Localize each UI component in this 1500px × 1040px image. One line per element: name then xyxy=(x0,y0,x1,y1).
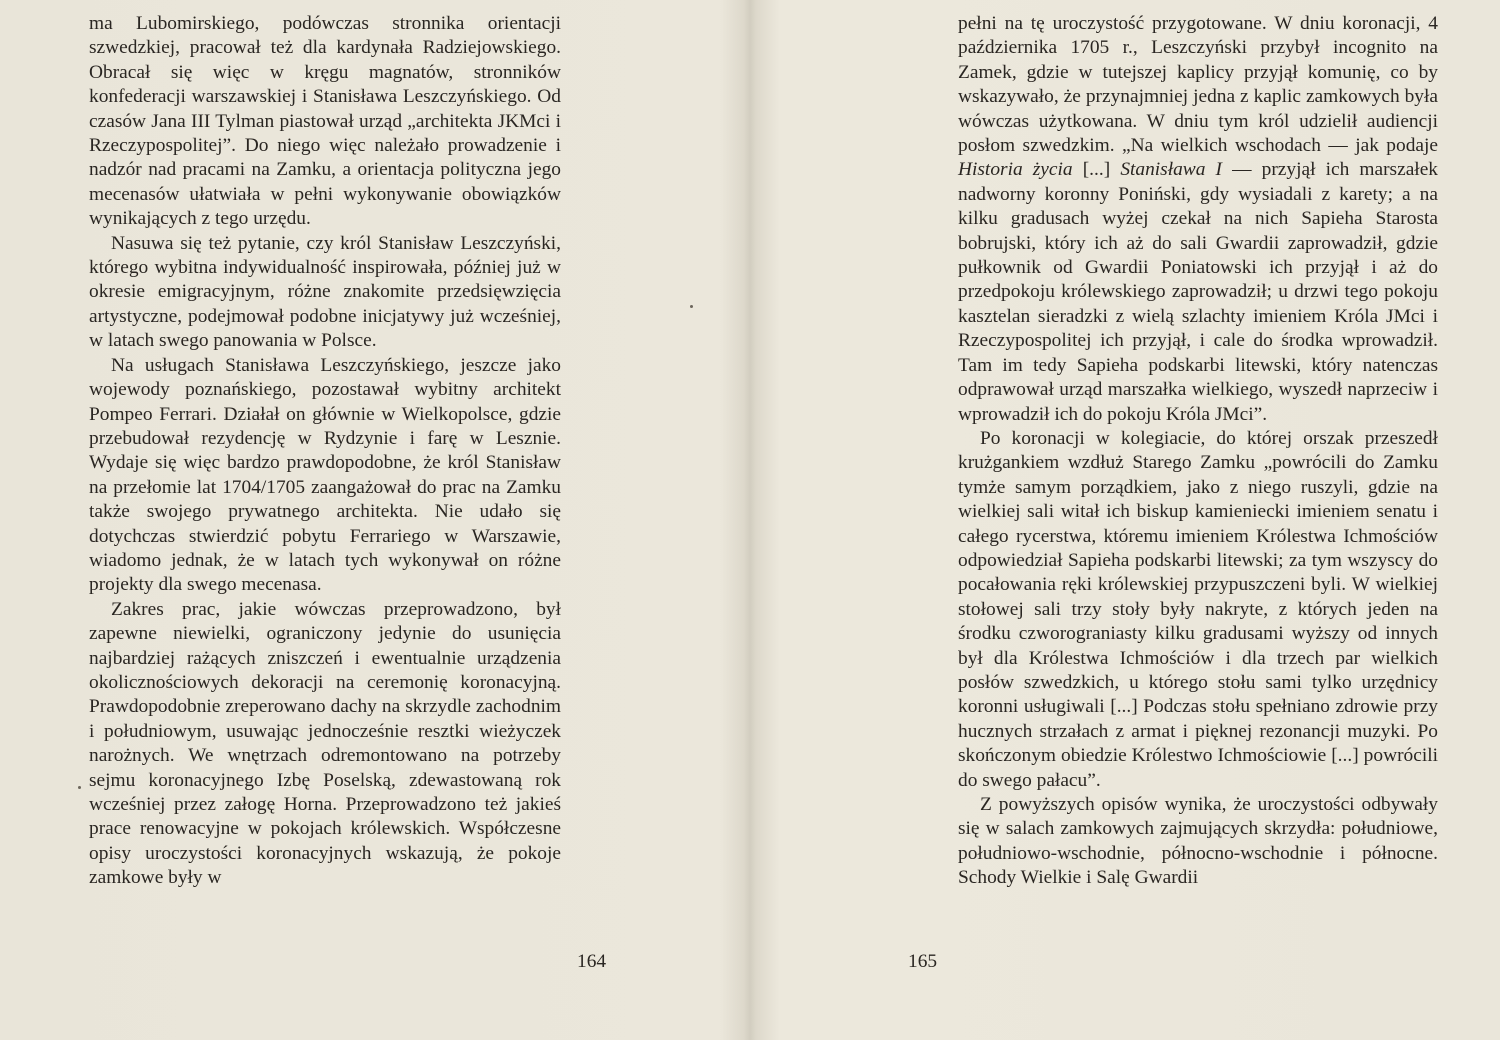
paragraph: Zakres prac, jakie wówczas przeprowadzono, był zapewne niewielki, ograniczony jedynie do usunięcia najbardziej rażących zniszczeń i ewentualnie urządzenia okolicznościowych dekoracji na ceremonię koronacyjną. Prawdopodobnie zreperowano dachy na skrzydle zachodnim i południowym, usuwając jednocześnie resztki wieżyczek narożnych. We wnętrzach odremontowano na potrzeby sejmu koronacyjnego Izbę Poselską, zdewastowaną rok wcześniej przez załogę Horna. Przeprowadzono też jakieś prace renowacyjne w pokojach królewskich. Współczesne opisy uroczystości koronacyjnych wskazują, że pokoje zamkowe były w xyxy=(89,598,561,889)
right-page xyxy=(750,0,1500,1040)
text-run: — przyjął ich marszałek nadworny koronny Poniński, gdy wysiadali z karety; a na kilku gradusach wyżej czekał na nich Sapieha Starosta bobrujski, który ich aż do sali Gwardii zaprowadził, gdzie pułkownik od Gwardii Poniatowski ich przyjął i aż do przedpokoju królewskiego zaprowadził; u drzwi tego pokoju kasztelan sieradzki z wielą szlachty imieniem Króla JMci i Rzeczypospolitej ich przyjął, i cale do środka wprowadził. Tam im tedy Sapieha podskarbi litewski, który natenczas odprawował urząd marszałka wielkiego, wyszedł naprzeciw i wprowadził ich do pokoju Króla JMci”. xyxy=(958,159,1438,425)
left-page-text xyxy=(89,12,561,891)
italic-title: Stanisława I xyxy=(1120,159,1223,181)
text-run: pełni na tę uroczystość przygotowane. W dniu koronacji, 4 października 1705 r., Leszczyński przybył incognito na Zamek, gdzie w tutejszej kaplicy przyjął komunię, co by wskazywało, że przynajmniej jedna z kaplic zamkowych była wówczas użytkowana. W dniu tym król udzielił audiencji posłom szwedzkim. „Na wielkich wschodach — jak podaje xyxy=(958,13,1438,157)
text-run: [...] xyxy=(1072,159,1121,181)
right-page-text xyxy=(958,12,1438,891)
print-speck xyxy=(78,786,81,789)
print-speck xyxy=(690,305,693,308)
paragraph: Z powyższych opisów wynika, że uroczystości odbywały się w salach zamkowych zajmujących skrzydła: południowe, południowo-wschodnie, północno-wschodnie i północne. Schody Wielkie i Salę Gwardii xyxy=(958,794,1438,889)
italic-title: Historia życia xyxy=(958,159,1073,181)
paragraph: Nasuwa się też pytanie, czy król Stanisław Leszczyński, którego wybitna indywidualność inspirowała, później już w okresie emigracyjnym, różne znakomite przedsięwzięcia artystyczne, podejmował podobne inicjatywy już wcześniej, w latach swego panowania w Polsce. xyxy=(89,232,561,352)
paragraph: Na usługach Stanisława Leszczyńskiego, jeszcze jako wojewody poznańskiego, pozostawał wybitny architekt Pompeo Ferrari. Działał on głównie w Wielkopolsce, gdzie przebudował rezydencję w Rydzynie i farę w Lesznie. Wydaje się więc bardzo prawdopodobne, że król Stanisław na przełomie lat 1704/1705 zaangażował do prac na Zamku także swojego prywatnego architekta. Nie udało się dotychczas stwierdzić pobytu Ferrariego w Warszawie, wiadomo jednak, że w latach tych wykonywał on różne projekty dla swego mecenasa. xyxy=(89,354,561,596)
page-number: 165 xyxy=(908,951,938,972)
paragraph: ma Lubomirskiego, podówczas stronnika orientacji szwedzkiej, pracował też dla kardynała Radziejowskiego. Obracał się więc w kręgu magnatów, stronników konfederacji warszawskiej i Stanisława Leszczyńskiego. Od czasów Jana III Tylman piastował urząd „architekta JKMci i Rzeczypospolitej”. Do niego więc należało prowadzenie i nadzór nad pracami na Zamku, a orientacja polityczna jego mecenasów ułatwiała w pełni wykonywanie obowiązków wynikających z tego urzędu. xyxy=(89,13,561,230)
paragraph: Po koronacji w kolegiacie, do której orszak przeszedł krużgankiem wzdłuż Starego Zamku „powrócili do Zamku tymże samym porządkiem, jako z niego ruszyli, gdzie na wielkiej sali witał ich biskup kamieniecki imieniem senatu i całego rycerstwa, któremu imieniem Królestwa Ichmościów odpowiedział Sapieha podskarbi litewski; za tym wszyscy do pocałowania ręki królewskiej przypuszczeni byli. W wielkiej stołowej sali trzy stoły były nakryte, z których jeden na środku czworograniasty kilku gradusami wyższy od innych był dla Królestwa Ichmościów i dla trzech par wielkich posłów szwedzkich, u którego stołu sami tylko urzędnicy koronni usługiwali [...] Podczas stołu spełniano zdrowie przy hucznych strzałach z armat i pięknej rezonancji muzyki. Po skończonym obiedzie Królestwo Ichmościowie [...] powrócili do swego pałacu”. xyxy=(958,427,1438,791)
page-number: 164 xyxy=(577,951,607,972)
paragraph xyxy=(958,12,1438,427)
